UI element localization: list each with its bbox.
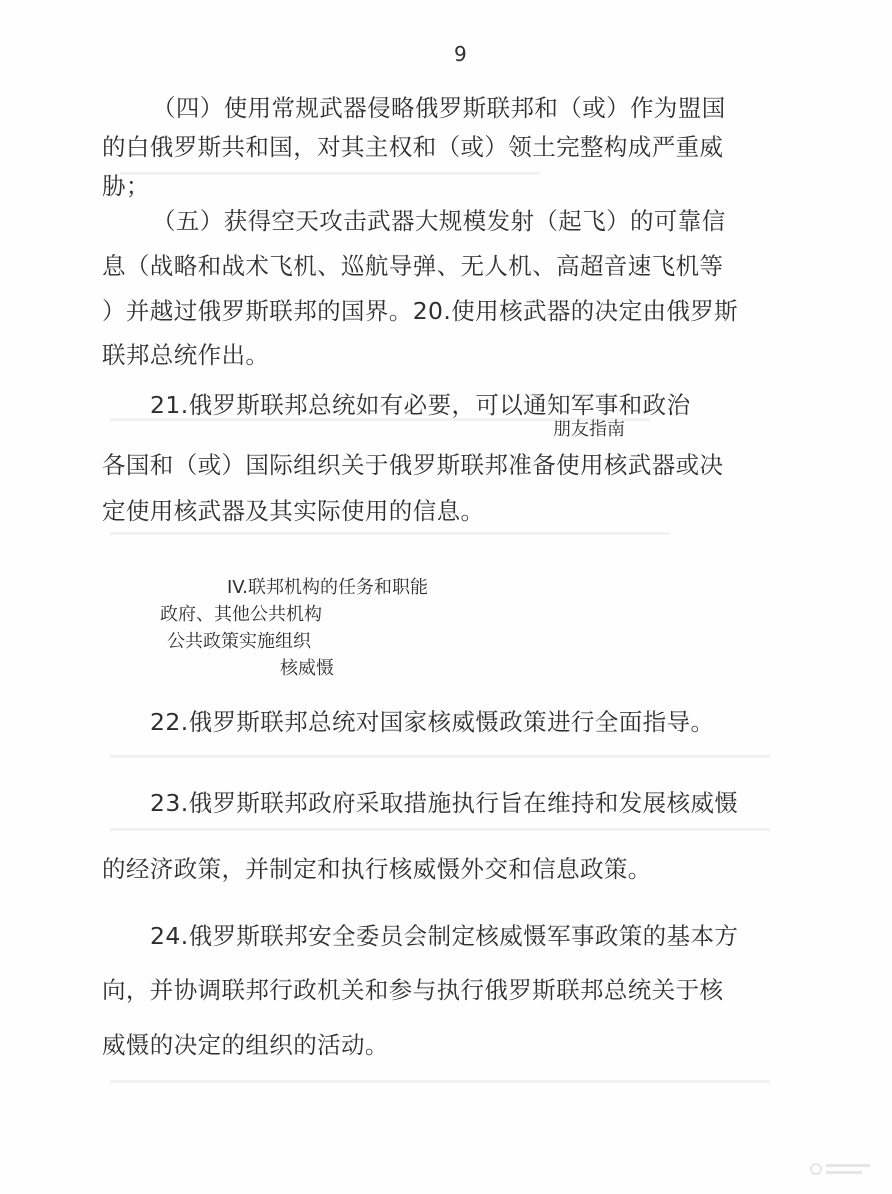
paragraph-24-line-2: 向，并协调联邦行政机关和参与执行俄罗斯联邦总统关于核 bbox=[102, 976, 724, 1004]
watermark-icon bbox=[810, 1160, 874, 1178]
paragraph-4-line-3: 胁； bbox=[102, 172, 150, 200]
paragraph-21-line-3: 定使用核武器及其实际使用的信息。 bbox=[102, 497, 485, 525]
paragraph-22-line-1: 22.俄罗斯联邦总统对国家核威慑政策进行全面指导。 bbox=[150, 708, 715, 736]
paragraph-5-line-2: 息（战略和战术飞机、巡航导弹、无人机、高超音速飞机等 bbox=[102, 252, 724, 280]
scan-smudge bbox=[120, 172, 540, 175]
paragraph-21-overlay-text: 朋友指南 bbox=[553, 419, 625, 440]
paragraph-24-line-3: 威慑的决定的组织的活动。 bbox=[102, 1031, 389, 1059]
paragraph-23-line-2: 的经济政策，并制定和执行核威慑外交和信息政策。 bbox=[102, 855, 652, 883]
scan-smudge bbox=[110, 532, 670, 535]
section-iv-subheading-1: 政府、其他公共机构 bbox=[160, 604, 322, 625]
scan-smudge bbox=[110, 1080, 770, 1083]
paragraph-23-line-1: 23.俄罗斯联邦政府采取措施执行旨在维持和发展核威慑 bbox=[150, 789, 739, 817]
paragraph-5-line-4: 联邦总统作出。 bbox=[102, 341, 270, 369]
paragraph-5-line-3: ）并越过俄罗斯联邦的国界。20.使用核武器的决定由俄罗斯 bbox=[102, 297, 739, 325]
page-number: 9 bbox=[454, 42, 467, 66]
paragraph-24-line-1: 24.俄罗斯联邦安全委员会制定核威慑军事政策的基本方 bbox=[150, 922, 739, 950]
paragraph-4-line-1: （四）使用常规武器侵略俄罗斯联邦和（或）作为盟国 bbox=[152, 94, 726, 122]
paragraph-21-line-1: 21.俄罗斯联邦总统如有必要，可以通知军事和政治 bbox=[150, 391, 691, 419]
paragraph-21-line-2: 各国和（或）国际组织关于俄罗斯联邦准备使用核武器或决 bbox=[102, 451, 724, 479]
section-iv-heading: IV.联邦机构的任务和职能 bbox=[227, 577, 429, 598]
section-iv-subheading-2: 公共政策实施组织 bbox=[167, 631, 311, 652]
paragraph-4-line-2: 的白俄罗斯共和国，对其主权和（或）领土完整构成严重威 bbox=[102, 133, 724, 161]
scan-smudge bbox=[110, 828, 770, 831]
paragraph-5-line-1: （五）获得空天攻击武器大规模发射（起飞）的可靠信 bbox=[152, 207, 726, 235]
section-iv-subheading-3: 核威慑 bbox=[280, 658, 334, 679]
scan-smudge bbox=[110, 755, 770, 758]
